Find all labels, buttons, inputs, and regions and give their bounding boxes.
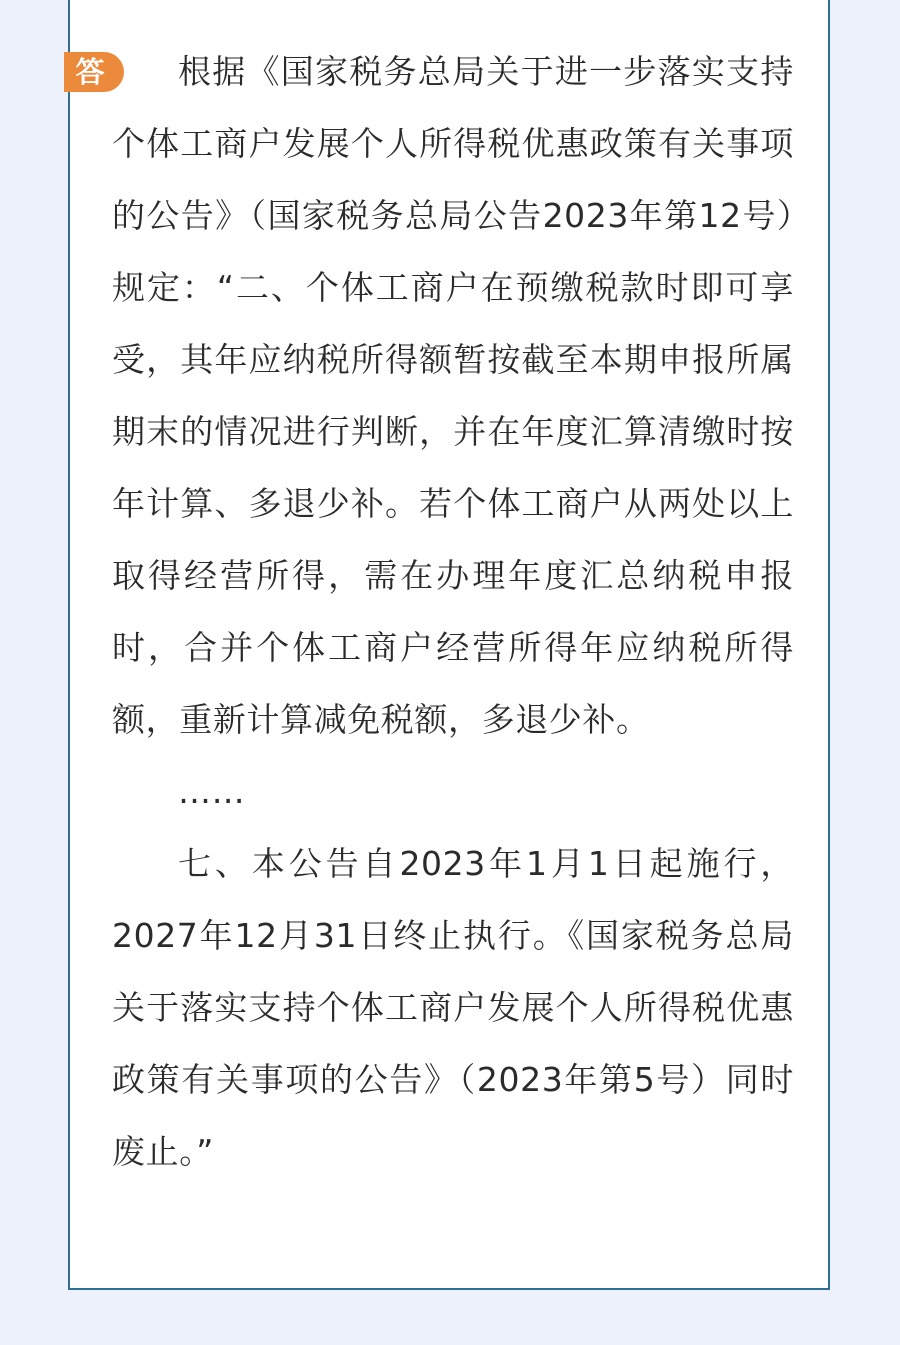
- answer-ellipsis: ……: [178, 772, 246, 811]
- answer-badge: 答: [64, 52, 124, 92]
- answer-text: [112, 36, 794, 1188]
- answer-paragraph: 七、本公告自2023年1月1日起施行，2027年12月31日终止执行。《国家税务总局关于落实支持个体工商户发展个人所得税优惠政策有关事项的公告》（2023年第5号）同时废止。”: [112, 844, 794, 1171]
- answer-paragraph: 根据《国家税务总局关于进一步落实支持个体工商户发展个人所得税优惠政策有关事项的公告》（国家税务总局公告2023年第12号）规定：“二、个体工商户在预缴税款时即可享受，其年应纳税所得额暂按截至本期申报所属期末的情况进行判断，并在年度汇算清缴时按年计算、多退少补。若个体工商户从两处以上取得经营所得，需在办理年度汇总纳税申报时，合并个体工商户经营所得年应纳税所得额，重新计算减免税额，多退少补。: [112, 52, 794, 739]
